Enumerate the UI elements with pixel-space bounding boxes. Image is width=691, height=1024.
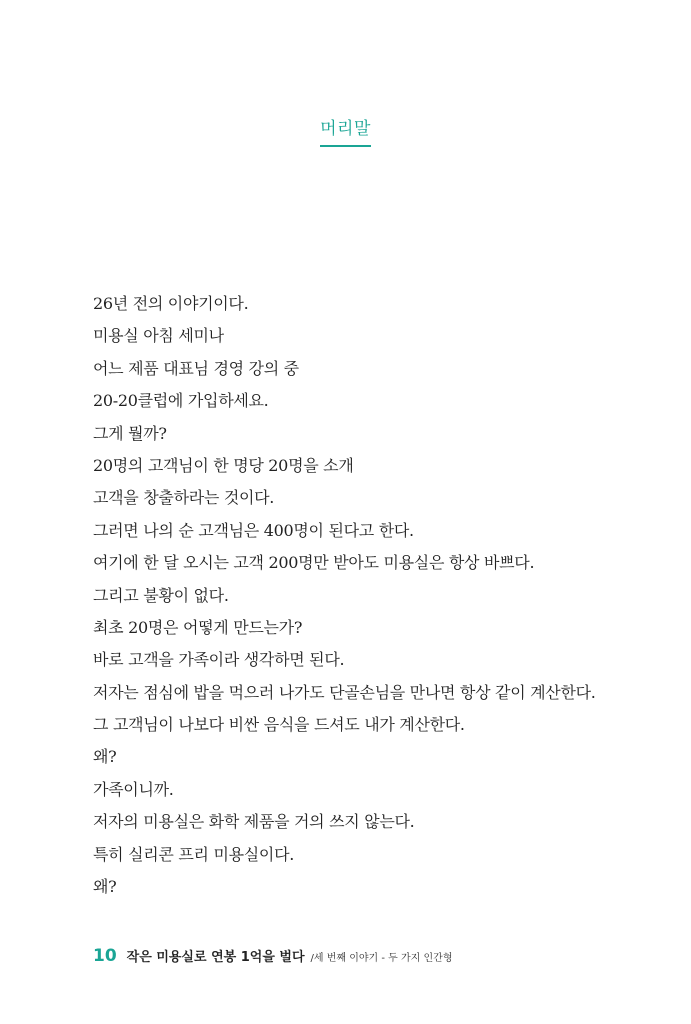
text-line: 특히 실리콘 프리 미용실이다. bbox=[93, 844, 295, 864]
text-line: 저자는 점심에 밥을 먹으러 나가도 단골손님을 만나면 항상 같이 계산한다. bbox=[93, 682, 596, 702]
text-line: 왜? bbox=[93, 877, 117, 897]
text-line: 그러면 나의 순 고객님은 400명이 된다고 한다. bbox=[93, 520, 414, 540]
body-text bbox=[93, 288, 653, 903]
text-line: 26년 전의 이야기이다. bbox=[93, 294, 249, 313]
text-line: 그게 뭘까? bbox=[93, 423, 167, 443]
text-line: 최초 20명은 어떻게 만드는가? bbox=[93, 617, 303, 637]
book-title: 작은 미용실로 연봉 1억을 벌다 bbox=[126, 950, 305, 965]
chapter-title: /세 번째 이야기 - 두 가지 인간형 bbox=[310, 953, 453, 964]
text-line: 미용실 아침 세미나 bbox=[93, 326, 224, 346]
page-number: 10 bbox=[93, 946, 117, 966]
text-line: 바로 고객을 가족이라 생각하면 된다. bbox=[93, 650, 345, 670]
text-line: 그리고 불황이 없다. bbox=[93, 585, 229, 605]
text-line: 그 고객님이 나보다 비싼 음식을 드셔도 내가 계산한다. bbox=[93, 715, 465, 735]
text-line: 어느 제품 대표님 경영 강의 중 bbox=[93, 358, 299, 378]
text-line: 왜? bbox=[93, 747, 117, 767]
text-line: 20명의 고객님이 한 명당 20명을 소개 bbox=[93, 455, 354, 475]
text-line: 고객을 창출하라는 것이다. bbox=[93, 488, 275, 508]
text-line: 20-20클럽에 가입하세요. bbox=[93, 391, 269, 411]
text-line: 여기에 한 달 오시는 고객 200명만 받아도 미용실은 항상 바쁘다. bbox=[93, 553, 535, 573]
preface-title: 머리말 bbox=[320, 114, 371, 147]
page-footer bbox=[93, 946, 453, 966]
page-heading bbox=[0, 114, 691, 147]
text-line: 가족이니까. bbox=[93, 779, 174, 799]
text-line: 저자의 미용실은 화학 제품을 거의 쓰지 않는다. bbox=[93, 812, 415, 832]
